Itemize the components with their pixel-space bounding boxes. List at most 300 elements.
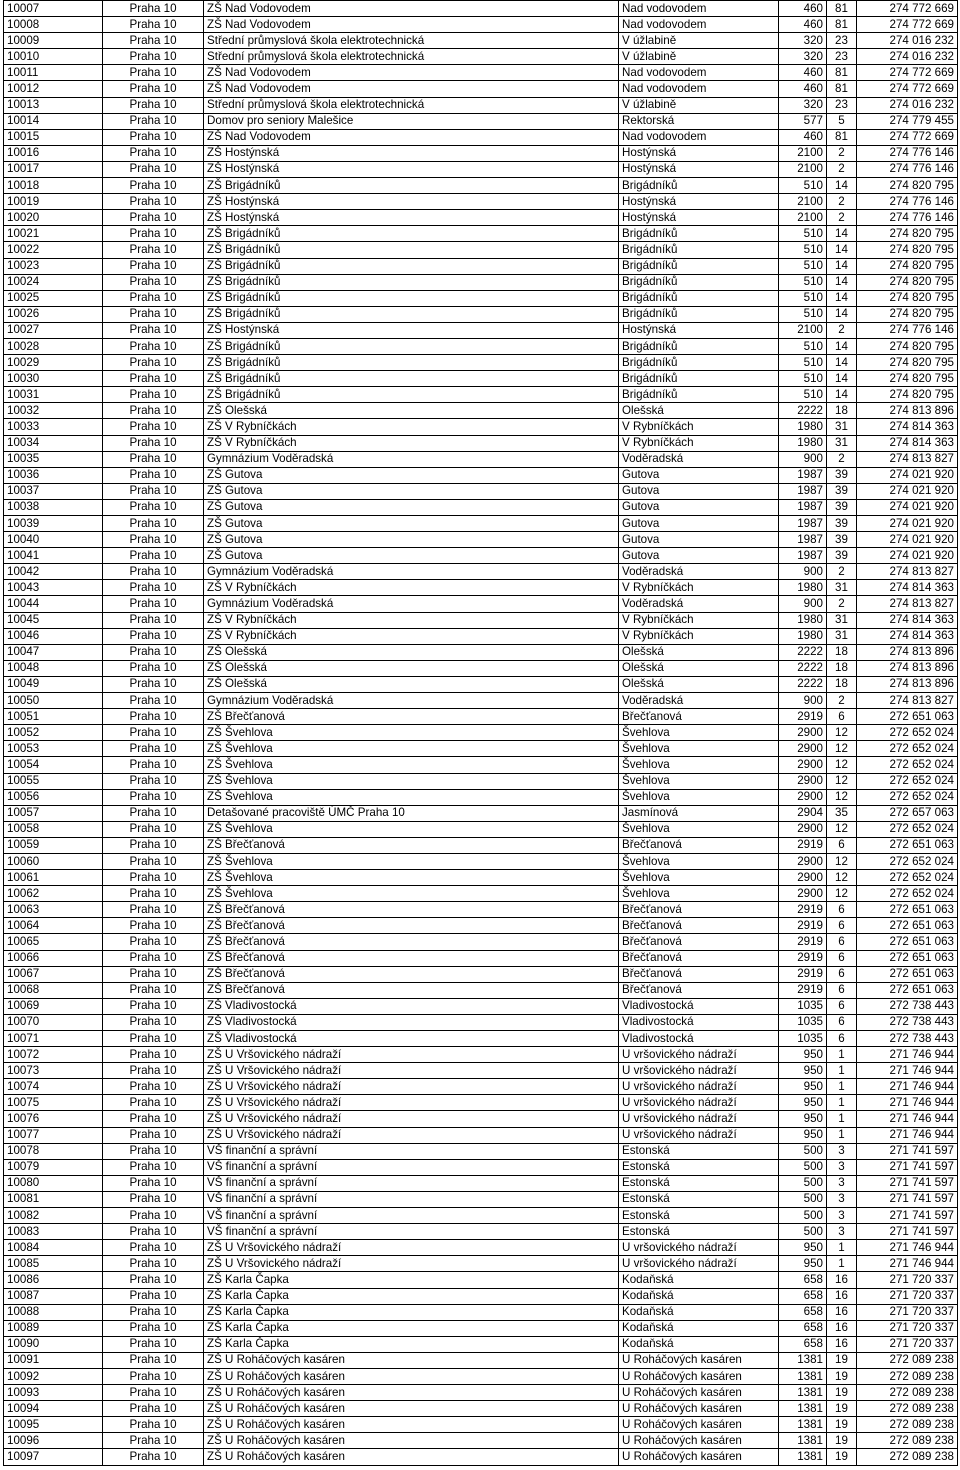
cell-house-number: 2919: [779, 934, 827, 950]
cell-id: 10047: [4, 644, 103, 660]
cell-id: 10013: [4, 97, 103, 113]
cell-phone: 271 746 944: [857, 1063, 958, 1079]
cell-phone: 271 741 597: [857, 1175, 958, 1191]
table-row: [4, 644, 958, 660]
cell-phone: 272 652 024: [857, 757, 958, 773]
cell-id: 10049: [4, 676, 103, 692]
cell-phone: 272 652 024: [857, 886, 958, 902]
cell-facility: ZŠ Nad Vodovodem: [204, 65, 619, 81]
cell-orientation-number: 1: [827, 1240, 857, 1256]
cell-phone: 272 651 063: [857, 837, 958, 853]
cell-street: Břečťanová: [619, 934, 779, 950]
cell-house-number: 2900: [779, 853, 827, 869]
cell-district: Praha 10: [103, 1191, 204, 1207]
table-row: [4, 580, 958, 596]
cell-phone: 274 021 920: [857, 483, 958, 499]
cell-facility: ZŠ Břečťanová: [204, 918, 619, 934]
table-row: [4, 1336, 958, 1352]
cell-facility: ZŠ Švehlova: [204, 725, 619, 741]
cell-house-number: 460: [779, 129, 827, 145]
cell-phone: 274 021 920: [857, 532, 958, 548]
cell-phone: 271 720 337: [857, 1304, 958, 1320]
cell-street: U Roháčových kasáren: [619, 1433, 779, 1449]
table-row: [4, 258, 958, 274]
cell-phone: 272 738 443: [857, 998, 958, 1014]
cell-orientation-number: 81: [827, 17, 857, 33]
cell-street: Švehlova: [619, 789, 779, 805]
cell-facility: ZŠ Švehlova: [204, 853, 619, 869]
cell-house-number: 510: [779, 387, 827, 403]
cell-street: U vršovického nádraží: [619, 1127, 779, 1143]
cell-district: Praha 10: [103, 1208, 204, 1224]
cell-id: 10031: [4, 387, 103, 403]
cell-facility: VŠ finanční a správní: [204, 1159, 619, 1175]
table-row: [4, 918, 958, 934]
cell-facility: ZŠ U Roháčových kasáren: [204, 1368, 619, 1384]
cell-orientation-number: 6: [827, 902, 857, 918]
cell-orientation-number: 18: [827, 403, 857, 419]
table-row: [4, 853, 958, 869]
cell-street: Voděradská: [619, 693, 779, 709]
cell-id: 10045: [4, 612, 103, 628]
cell-id: 10035: [4, 451, 103, 467]
cell-orientation-number: 1: [827, 1063, 857, 1079]
cell-street: Brigádníků: [619, 258, 779, 274]
cell-id: 10082: [4, 1208, 103, 1224]
cell-orientation-number: 14: [827, 290, 857, 306]
cell-id: 10096: [4, 1433, 103, 1449]
cell-district: Praha 10: [103, 564, 204, 580]
table-row: [4, 1385, 958, 1401]
cell-house-number: 2900: [779, 789, 827, 805]
cell-house-number: 950: [779, 1079, 827, 1095]
data-table: [3, 0, 958, 1466]
table-row: [4, 982, 958, 998]
cell-district: Praha 10: [103, 676, 204, 692]
cell-id: 10090: [4, 1336, 103, 1352]
cell-district: Praha 10: [103, 129, 204, 145]
cell-phone: 274 772 669: [857, 17, 958, 33]
cell-district: Praha 10: [103, 628, 204, 644]
cell-district: Praha 10: [103, 902, 204, 918]
cell-house-number: 500: [779, 1224, 827, 1240]
cell-street: Švehlova: [619, 757, 779, 773]
cell-house-number: 2919: [779, 902, 827, 918]
cell-phone: 274 776 146: [857, 161, 958, 177]
table-row: [4, 499, 958, 515]
cell-facility: ZŠ Břečťanová: [204, 982, 619, 998]
cell-orientation-number: 6: [827, 1031, 857, 1047]
cell-house-number: 1035: [779, 998, 827, 1014]
cell-house-number: 900: [779, 564, 827, 580]
cell-street: Estonská: [619, 1159, 779, 1175]
cell-phone: 274 820 795: [857, 338, 958, 354]
cell-street: Nad vodovodem: [619, 129, 779, 145]
cell-id: 10029: [4, 355, 103, 371]
table-row: [4, 998, 958, 1014]
cell-house-number: 900: [779, 451, 827, 467]
cell-street: Nad vodovodem: [619, 1, 779, 17]
cell-phone: 274 820 795: [857, 258, 958, 274]
cell-house-number: 1987: [779, 548, 827, 564]
table-row: [4, 451, 958, 467]
cell-district: Praha 10: [103, 853, 204, 869]
table-row: [4, 1143, 958, 1159]
cell-phone: 274 772 669: [857, 129, 958, 145]
cell-id: 10030: [4, 371, 103, 387]
cell-orientation-number: 2: [827, 322, 857, 338]
cell-id: 10065: [4, 934, 103, 950]
cell-id: 10064: [4, 918, 103, 934]
table-row: [4, 129, 958, 145]
cell-orientation-number: 3: [827, 1175, 857, 1191]
cell-id: 10019: [4, 194, 103, 210]
cell-district: Praha 10: [103, 274, 204, 290]
cell-facility: ZŠ U Roháčových kasáren: [204, 1352, 619, 1368]
cell-facility: ZŠ Nad Vodovodem: [204, 81, 619, 97]
cell-orientation-number: 6: [827, 837, 857, 853]
cell-orientation-number: 18: [827, 644, 857, 660]
cell-phone: 272 651 063: [857, 902, 958, 918]
cell-facility: ZŠ U Roháčových kasáren: [204, 1449, 619, 1465]
table-row: [4, 322, 958, 338]
cell-district: Praha 10: [103, 966, 204, 982]
cell-facility: Gymnázium Voděradská: [204, 596, 619, 612]
table-row: [4, 65, 958, 81]
cell-house-number: 510: [779, 242, 827, 258]
cell-id: 10039: [4, 516, 103, 532]
cell-orientation-number: 1: [827, 1079, 857, 1095]
cell-id: 10011: [4, 65, 103, 81]
cell-street: Gutova: [619, 532, 779, 548]
cell-house-number: 2919: [779, 982, 827, 998]
cell-orientation-number: 3: [827, 1224, 857, 1240]
cell-district: Praha 10: [103, 451, 204, 467]
cell-phone: 272 652 024: [857, 821, 958, 837]
cell-district: Praha 10: [103, 33, 204, 49]
cell-id: 10097: [4, 1449, 103, 1465]
cell-district: Praha 10: [103, 757, 204, 773]
cell-phone: 272 089 238: [857, 1352, 958, 1368]
cell-orientation-number: 19: [827, 1433, 857, 1449]
cell-street: Olešská: [619, 660, 779, 676]
cell-facility: ZŠ Švehlova: [204, 773, 619, 789]
cell-id: 10020: [4, 210, 103, 226]
cell-orientation-number: 18: [827, 660, 857, 676]
cell-id: 10027: [4, 322, 103, 338]
cell-phone: 272 738 443: [857, 1031, 958, 1047]
cell-facility: Střední průmyslová škola elektrotechnická: [204, 33, 619, 49]
cell-id: 10055: [4, 773, 103, 789]
table-row: [4, 226, 958, 242]
cell-orientation-number: 6: [827, 982, 857, 998]
cell-facility: Gymnázium Voděradská: [204, 693, 619, 709]
cell-facility: ZŠ Olešská: [204, 676, 619, 692]
cell-house-number: 500: [779, 1143, 827, 1159]
cell-facility: ZŠ U Roháčových kasáren: [204, 1401, 619, 1417]
cell-house-number: 320: [779, 33, 827, 49]
cell-id: 10071: [4, 1031, 103, 1047]
table-row: [4, 1401, 958, 1417]
table-row: [4, 355, 958, 371]
cell-street: Břečťanová: [619, 950, 779, 966]
cell-id: 10028: [4, 338, 103, 354]
cell-id: 10042: [4, 564, 103, 580]
cell-house-number: 320: [779, 49, 827, 65]
table-row: [4, 419, 958, 435]
cell-street: Estonská: [619, 1175, 779, 1191]
cell-house-number: 1381: [779, 1352, 827, 1368]
cell-id: 10048: [4, 660, 103, 676]
cell-street: Švehlova: [619, 741, 779, 757]
table-row: [4, 467, 958, 483]
table-row: [4, 837, 958, 853]
cell-phone: 274 016 232: [857, 97, 958, 113]
cell-house-number: 2900: [779, 725, 827, 741]
table-row: [4, 966, 958, 982]
cell-district: Praha 10: [103, 644, 204, 660]
cell-street: V úžlabině: [619, 49, 779, 65]
cell-id: 10038: [4, 499, 103, 515]
table-row: [4, 435, 958, 451]
cell-phone: 274 820 795: [857, 355, 958, 371]
cell-orientation-number: 2: [827, 145, 857, 161]
cell-facility: ZŠ Karla Čapka: [204, 1288, 619, 1304]
cell-district: Praha 10: [103, 950, 204, 966]
cell-district: Praha 10: [103, 1127, 204, 1143]
cell-facility: ZŠ Břečťanová: [204, 966, 619, 982]
cell-id: 10077: [4, 1127, 103, 1143]
cell-facility: ZŠ Švehlova: [204, 789, 619, 805]
cell-id: 10087: [4, 1288, 103, 1304]
cell-house-number: 2919: [779, 950, 827, 966]
cell-facility: ZŠ Břečťanová: [204, 934, 619, 950]
cell-house-number: 2222: [779, 660, 827, 676]
table-row: [4, 1031, 958, 1047]
cell-id: 10062: [4, 886, 103, 902]
cell-facility: ZŠ Švehlova: [204, 886, 619, 902]
cell-street: Kodaňská: [619, 1304, 779, 1320]
table-row: [4, 178, 958, 194]
table-row: [4, 1272, 958, 1288]
cell-orientation-number: 12: [827, 886, 857, 902]
cell-district: Praha 10: [103, 242, 204, 258]
cell-street: Břečťanová: [619, 966, 779, 982]
cell-facility: ZŠ Švehlova: [204, 821, 619, 837]
cell-district: Praha 10: [103, 998, 204, 1014]
cell-district: Praha 10: [103, 113, 204, 129]
cell-facility: ZŠ Brigádníků: [204, 274, 619, 290]
cell-facility: ZŠ Brigádníků: [204, 178, 619, 194]
cell-district: Praha 10: [103, 1320, 204, 1336]
table-row: [4, 693, 958, 709]
table-row: [4, 1433, 958, 1449]
cell-facility: ZŠ Gutova: [204, 483, 619, 499]
table-row: [4, 628, 958, 644]
cell-house-number: 1980: [779, 419, 827, 435]
cell-orientation-number: 1: [827, 1111, 857, 1127]
cell-id: 10060: [4, 853, 103, 869]
cell-street: V Rybníčkách: [619, 419, 779, 435]
cell-district: Praha 10: [103, 1449, 204, 1465]
cell-id: 10078: [4, 1143, 103, 1159]
cell-street: U vršovického nádraží: [619, 1256, 779, 1272]
cell-house-number: 460: [779, 1, 827, 17]
cell-street: Olešská: [619, 644, 779, 660]
cell-facility: ZŠ U Vršovického nádraží: [204, 1256, 619, 1272]
table-row: [4, 1304, 958, 1320]
cell-facility: VŠ finanční a správní: [204, 1143, 619, 1159]
cell-id: 10072: [4, 1047, 103, 1063]
cell-facility: ZŠ Gutova: [204, 548, 619, 564]
cell-orientation-number: 3: [827, 1159, 857, 1175]
cell-house-number: 2900: [779, 741, 827, 757]
table-row: [4, 564, 958, 580]
cell-street: U Roháčových kasáren: [619, 1385, 779, 1401]
cell-district: Praha 10: [103, 886, 204, 902]
cell-orientation-number: 12: [827, 725, 857, 741]
cell-phone: 274 820 795: [857, 290, 958, 306]
cell-id: 10092: [4, 1368, 103, 1384]
cell-phone: 274 772 669: [857, 81, 958, 97]
cell-street: Rektorská: [619, 113, 779, 129]
cell-orientation-number: 12: [827, 789, 857, 805]
cell-facility: ZŠ Břečťanová: [204, 837, 619, 853]
cell-street: U Roháčových kasáren: [619, 1352, 779, 1368]
table-row: [4, 709, 958, 725]
cell-house-number: 950: [779, 1063, 827, 1079]
cell-phone: 274 021 920: [857, 467, 958, 483]
cell-facility: ZŠ V Rybníčkách: [204, 419, 619, 435]
cell-phone: 272 657 063: [857, 805, 958, 821]
cell-district: Praha 10: [103, 805, 204, 821]
table-row: [4, 483, 958, 499]
cell-id: 10088: [4, 1304, 103, 1320]
cell-facility: ZŠ Brigádníků: [204, 371, 619, 387]
cell-street: Švehlova: [619, 725, 779, 741]
cell-facility: VŠ finanční a správní: [204, 1208, 619, 1224]
cell-district: Praha 10: [103, 178, 204, 194]
cell-orientation-number: 3: [827, 1143, 857, 1159]
cell-facility: ZŠ Brigádníků: [204, 242, 619, 258]
cell-district: Praha 10: [103, 741, 204, 757]
cell-house-number: 658: [779, 1304, 827, 1320]
cell-orientation-number: 12: [827, 870, 857, 886]
cell-street: Voděradská: [619, 451, 779, 467]
cell-id: 10061: [4, 870, 103, 886]
table-row: [4, 789, 958, 805]
cell-facility: ZŠ Nad Vodovodem: [204, 17, 619, 33]
cell-street: V úžlabině: [619, 33, 779, 49]
cell-id: 10089: [4, 1320, 103, 1336]
table-row: [4, 741, 958, 757]
cell-id: 10043: [4, 580, 103, 596]
cell-orientation-number: 2: [827, 194, 857, 210]
table-row: [4, 145, 958, 161]
cell-house-number: 1381: [779, 1385, 827, 1401]
cell-phone: 271 720 337: [857, 1288, 958, 1304]
cell-phone: 272 089 238: [857, 1449, 958, 1465]
cell-district: Praha 10: [103, 1111, 204, 1127]
cell-id: 10023: [4, 258, 103, 274]
cell-id: 10057: [4, 805, 103, 821]
cell-facility: ZŠ U Vršovického nádraží: [204, 1079, 619, 1095]
cell-street: Voděradská: [619, 564, 779, 580]
cell-phone: 274 776 146: [857, 210, 958, 226]
cell-orientation-number: 12: [827, 821, 857, 837]
cell-id: 10070: [4, 1014, 103, 1030]
cell-street: V úžlabině: [619, 97, 779, 113]
cell-phone: 274 021 920: [857, 548, 958, 564]
cell-district: Praha 10: [103, 693, 204, 709]
cell-house-number: 1987: [779, 499, 827, 515]
cell-district: Praha 10: [103, 1401, 204, 1417]
cell-facility: ZŠ Gutova: [204, 499, 619, 515]
table-row: [4, 1014, 958, 1030]
cell-orientation-number: 12: [827, 853, 857, 869]
cell-orientation-number: 1: [827, 1095, 857, 1111]
cell-house-number: 658: [779, 1336, 827, 1352]
cell-house-number: 1381: [779, 1449, 827, 1465]
table-row: [4, 950, 958, 966]
table-row: [4, 676, 958, 692]
cell-phone: 274 813 896: [857, 644, 958, 660]
cell-id: 10016: [4, 145, 103, 161]
cell-phone: 274 016 232: [857, 49, 958, 65]
cell-street: Břečťanová: [619, 709, 779, 725]
cell-phone: 274 814 363: [857, 580, 958, 596]
cell-phone: 272 089 238: [857, 1385, 958, 1401]
cell-district: Praha 10: [103, 435, 204, 451]
cell-street: Brigádníků: [619, 242, 779, 258]
table-row: [4, 757, 958, 773]
cell-district: Praha 10: [103, 306, 204, 322]
cell-facility: ZŠ Karla Čapka: [204, 1272, 619, 1288]
cell-house-number: 2900: [779, 757, 827, 773]
cell-house-number: 658: [779, 1320, 827, 1336]
cell-id: 10010: [4, 49, 103, 65]
cell-id: 10086: [4, 1272, 103, 1288]
cell-house-number: 2919: [779, 918, 827, 934]
cell-orientation-number: 31: [827, 612, 857, 628]
cell-id: 10033: [4, 419, 103, 435]
cell-id: 10037: [4, 483, 103, 499]
cell-house-number: 500: [779, 1159, 827, 1175]
cell-id: 10085: [4, 1256, 103, 1272]
cell-orientation-number: 6: [827, 966, 857, 982]
table-row: [4, 403, 958, 419]
cell-district: Praha 10: [103, 1336, 204, 1352]
cell-facility: ZŠ V Rybníčkách: [204, 435, 619, 451]
table-row: [4, 1111, 958, 1127]
cell-street: U vršovického nádraží: [619, 1111, 779, 1127]
cell-house-number: 2100: [779, 210, 827, 226]
cell-orientation-number: 14: [827, 306, 857, 322]
cell-district: Praha 10: [103, 1256, 204, 1272]
cell-house-number: 950: [779, 1095, 827, 1111]
cell-phone: 271 720 337: [857, 1320, 958, 1336]
cell-id: 10091: [4, 1352, 103, 1368]
cell-orientation-number: 39: [827, 548, 857, 564]
cell-orientation-number: 39: [827, 532, 857, 548]
cell-orientation-number: 19: [827, 1352, 857, 1368]
cell-phone: 274 813 827: [857, 596, 958, 612]
cell-district: Praha 10: [103, 499, 204, 515]
cell-orientation-number: 31: [827, 628, 857, 644]
cell-district: Praha 10: [103, 1240, 204, 1256]
cell-orientation-number: 14: [827, 355, 857, 371]
cell-id: 10008: [4, 17, 103, 33]
